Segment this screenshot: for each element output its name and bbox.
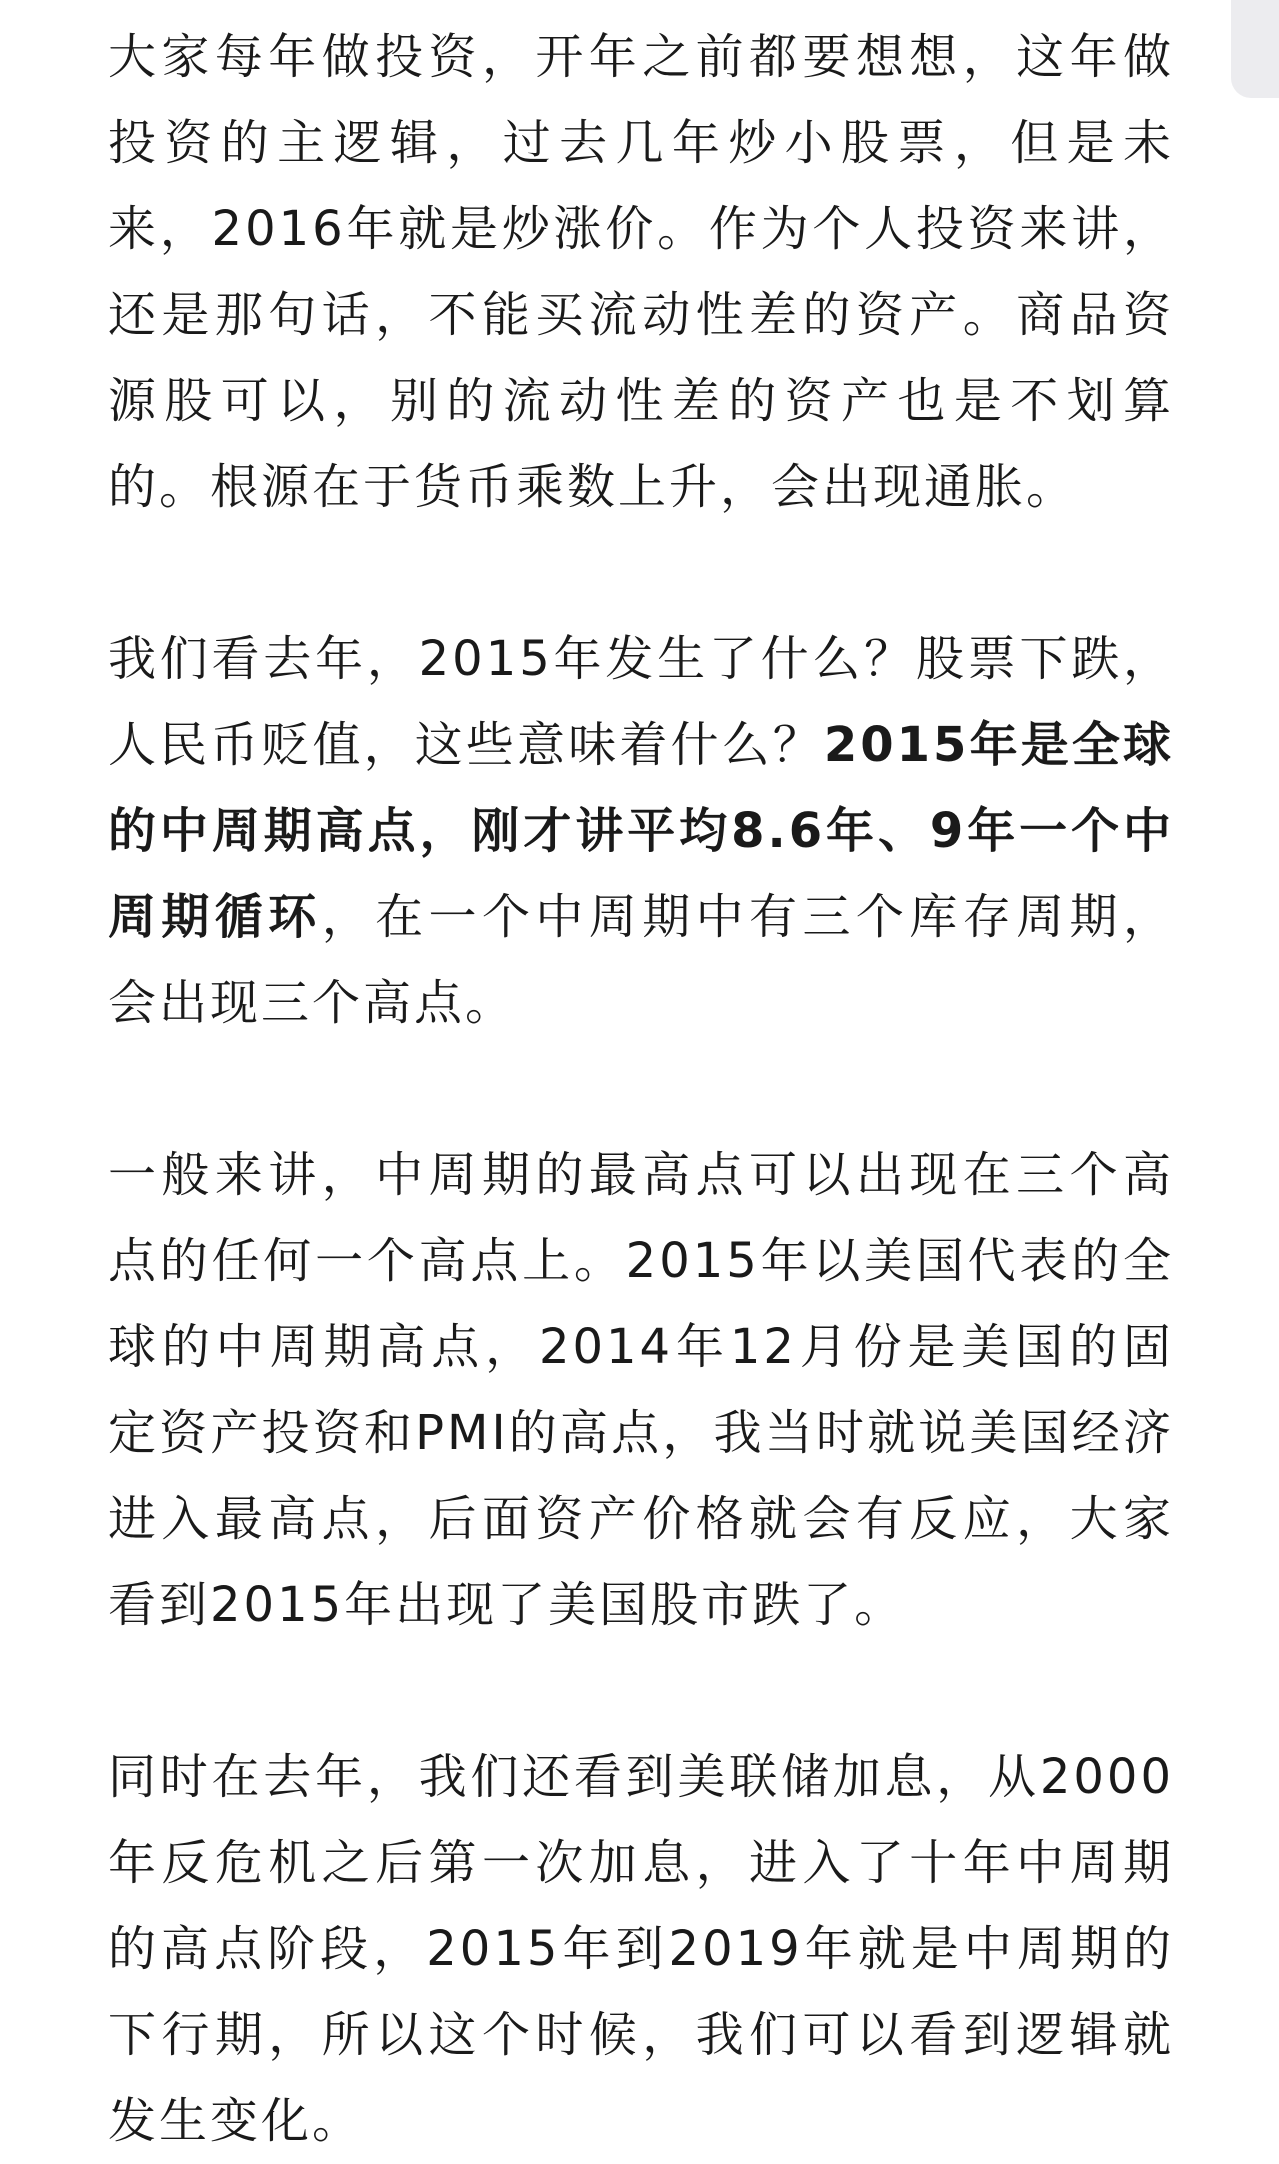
scrollbar-thumb[interactable]	[1231, 0, 1279, 98]
paragraph-1-text: 大家每年做投资，开年之前都要想想，这年做投资的主逻辑，过去几年炒小股票，但是未来，2016年就是炒涨价。作为个人投资来讲，还是那句话，不能买流动性差的资产。商品资源股可以，别的流动性差的资产也是不划算的。根源在于货币乘数上升，会出现通胀。	[108, 29, 1174, 515]
paragraph-4	[108, 1734, 1174, 2164]
paragraph-1	[108, 14, 1174, 530]
paragraph-2-text-end: ，在一个中周期中有三个库存周期，会出现三个高点。	[108, 889, 1174, 1031]
paragraph-4-text: 同时在去年，我们还看到美联储加息，从2000年反危机之后第一次加息，进入了十年中周期的高点阶段，2015年到2019年就是中周期的下行期，所以这个时候，我们可以看到逻辑就发生变化。	[108, 1749, 1174, 2149]
paragraph-2-text: 我们看去年，2015年发生了什么？股票下跌，人民币贬值，这些意味着什么？	[108, 631, 1174, 773]
paragraph-3	[108, 1132, 1174, 1648]
paragraph-3-text: 一般来讲，中周期的最高点可以出现在三个高点的任何一个高点上。2015年以美国代表的全球的中周期高点，2014年12月份是美国的固定资产投资和PMI的高点，我当时就说美国经济进入最高点，后面资产价格就会有反应，大家看到2015年出现了美国股市跌了。	[108, 1147, 1174, 1633]
paragraph-2	[108, 616, 1174, 1046]
article-body	[108, 14, 1174, 2164]
paragraph-2-emphasis: 2015年是全球的中周期高点，刚才讲平均8.6年、9年一个中周期循环	[108, 717, 1174, 945]
